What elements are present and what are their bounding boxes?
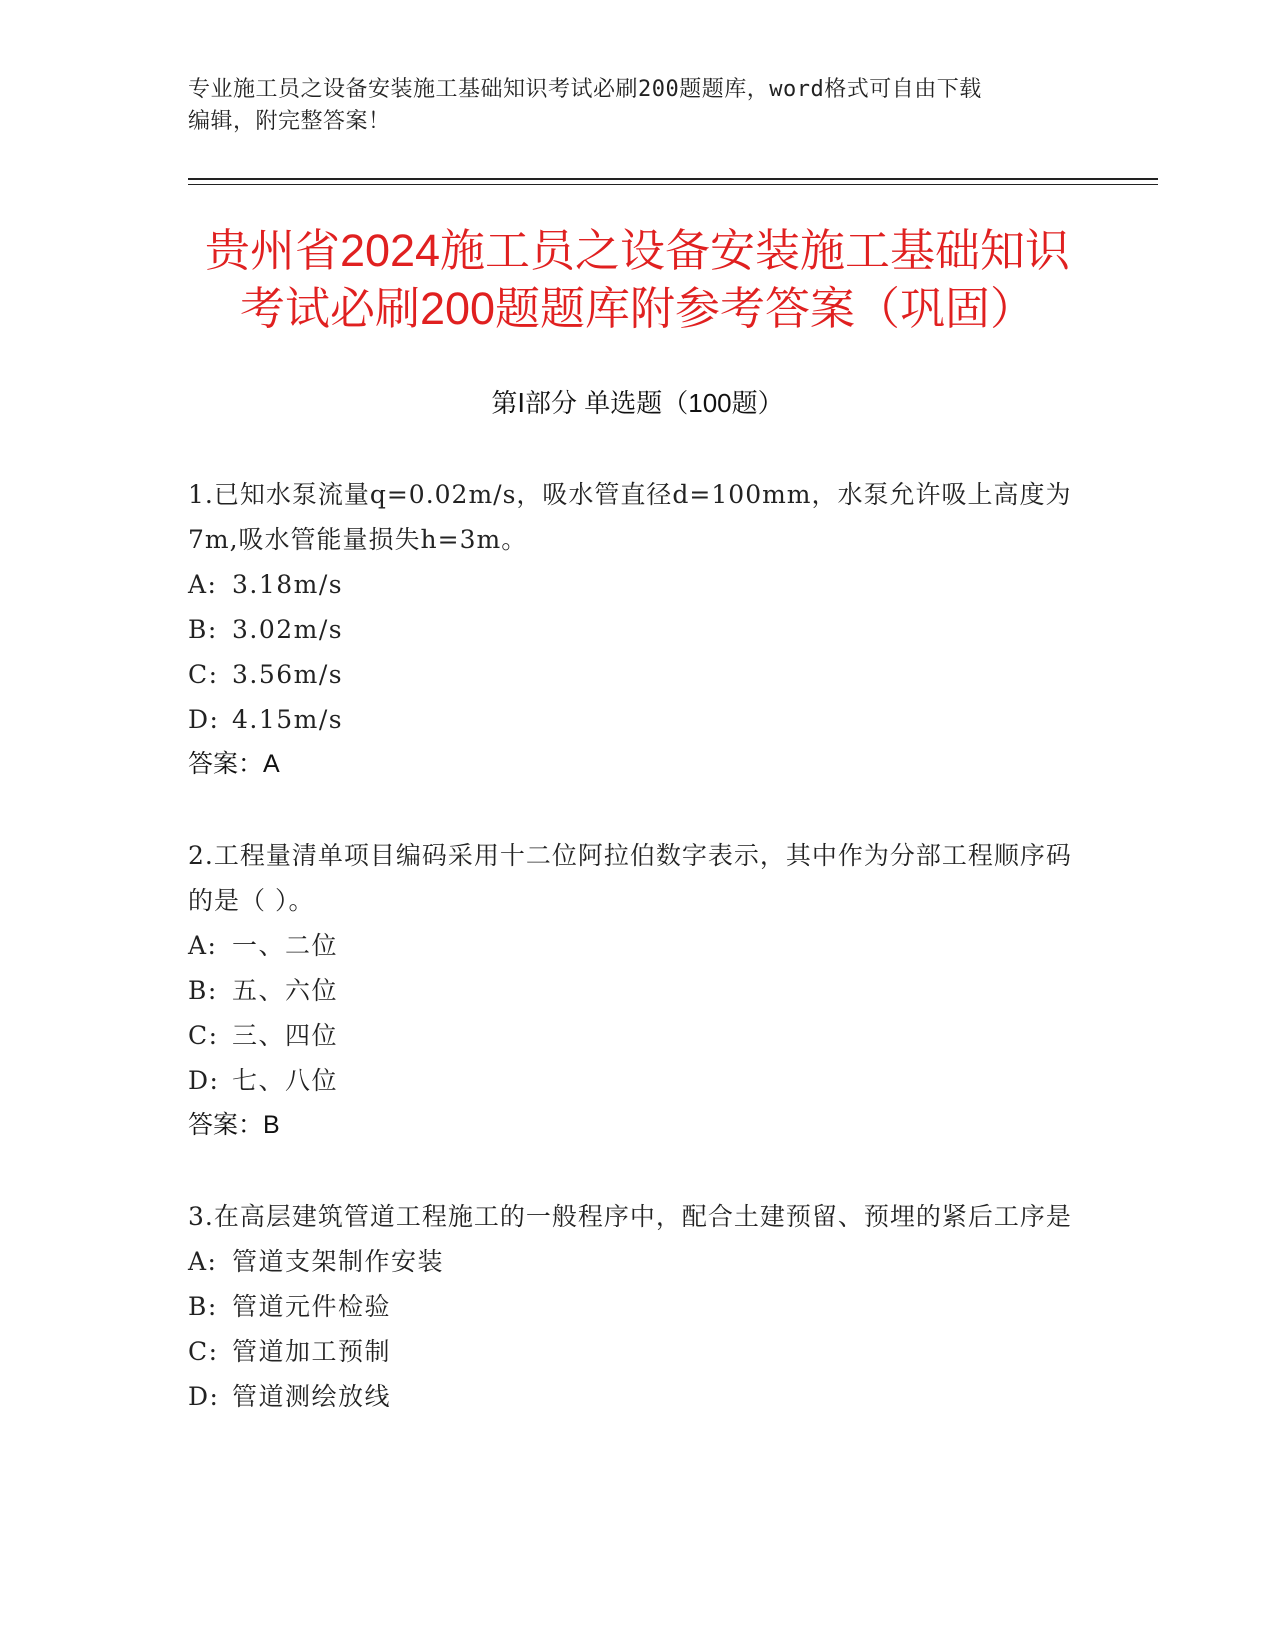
question-answer: 答案：B — [188, 1111, 280, 1139]
header-divider-thin — [188, 184, 1158, 185]
question-option — [188, 1013, 1088, 1058]
option-letter: B: — [188, 1292, 218, 1321]
document-title-line-1: 贵州省2024施工员之设备安装施工基础知识 — [204, 225, 1071, 276]
option-letter: A: — [188, 931, 218, 960]
option-letter: D: — [188, 705, 220, 734]
question-option — [188, 607, 1088, 652]
option-letter: C: — [188, 1337, 219, 1366]
document-title-line-2: 考试必刷200题题库附参考答案（巩固） — [239, 283, 1036, 334]
header-divider-thick — [188, 178, 1158, 180]
question-item — [188, 472, 1088, 787]
question-stem: 1.已知水泵流量q=0.02m/s，吸水管直径d=100mm，水泵允许吸上高度为7m,吸水管能量损失h=3m。 — [188, 480, 1072, 554]
question-stem: 3.在高层建筑管道工程施工的一般程序中，配合土建预留、预埋的紧后工序是 — [188, 1202, 1072, 1231]
question-option — [188, 1239, 1088, 1284]
option-text: 五、六位 — [232, 976, 339, 1005]
option-letter: D: — [188, 1066, 220, 1095]
question-option — [188, 697, 1088, 742]
option-text: 三、四位 — [232, 1021, 339, 1050]
option-letter: D: — [188, 1382, 220, 1411]
question-option — [188, 1058, 1088, 1103]
option-text: 管道测绘放线 — [232, 1382, 392, 1411]
option-text: 4.15m/s — [232, 705, 344, 734]
option-text: 3.02m/s — [232, 615, 344, 644]
question-item — [188, 833, 1088, 1148]
question-option — [188, 1374, 1088, 1419]
question-answer: 答案：A — [188, 750, 280, 778]
option-text: 管道加工预制 — [232, 1337, 392, 1366]
option-text: 3.56m/s — [232, 660, 344, 689]
section-heading: 第Ⅰ部分 单选题（100题） — [491, 388, 784, 418]
header-note — [188, 74, 1088, 138]
option-text: 七、八位 — [232, 1066, 339, 1095]
option-letter: B: — [188, 976, 218, 1005]
option-letter: A: — [188, 570, 218, 599]
option-letter: C: — [188, 660, 219, 689]
header-note-line-1: 专业施工员之设备安装施工基础知识考试必刷200题题库，word格式可自由下载 — [188, 77, 982, 102]
option-text: 管道支架制作安装 — [232, 1247, 445, 1276]
option-letter: C: — [188, 1021, 219, 1050]
option-text: 一、二位 — [232, 931, 339, 960]
option-text: 管道元件检验 — [232, 1292, 392, 1321]
question-option — [188, 968, 1088, 1013]
question-option — [188, 1284, 1088, 1329]
question-list — [188, 472, 1088, 1465]
option-letter: A: — [188, 1247, 218, 1276]
question-stem: 2.工程量清单项目编码采用十二位阿拉伯数字表示，其中作为分部工程顺序码的是（ ）。 — [188, 841, 1072, 915]
question-item — [188, 1194, 1088, 1419]
option-letter: B: — [188, 615, 218, 644]
header-note-line-2: 编辑，附完整答案！ — [188, 109, 391, 134]
document-title — [170, 222, 1105, 338]
question-option — [188, 1329, 1088, 1374]
question-option — [188, 652, 1088, 697]
question-option — [188, 923, 1088, 968]
option-text: 3.18m/s — [232, 570, 344, 599]
question-option — [188, 562, 1088, 607]
